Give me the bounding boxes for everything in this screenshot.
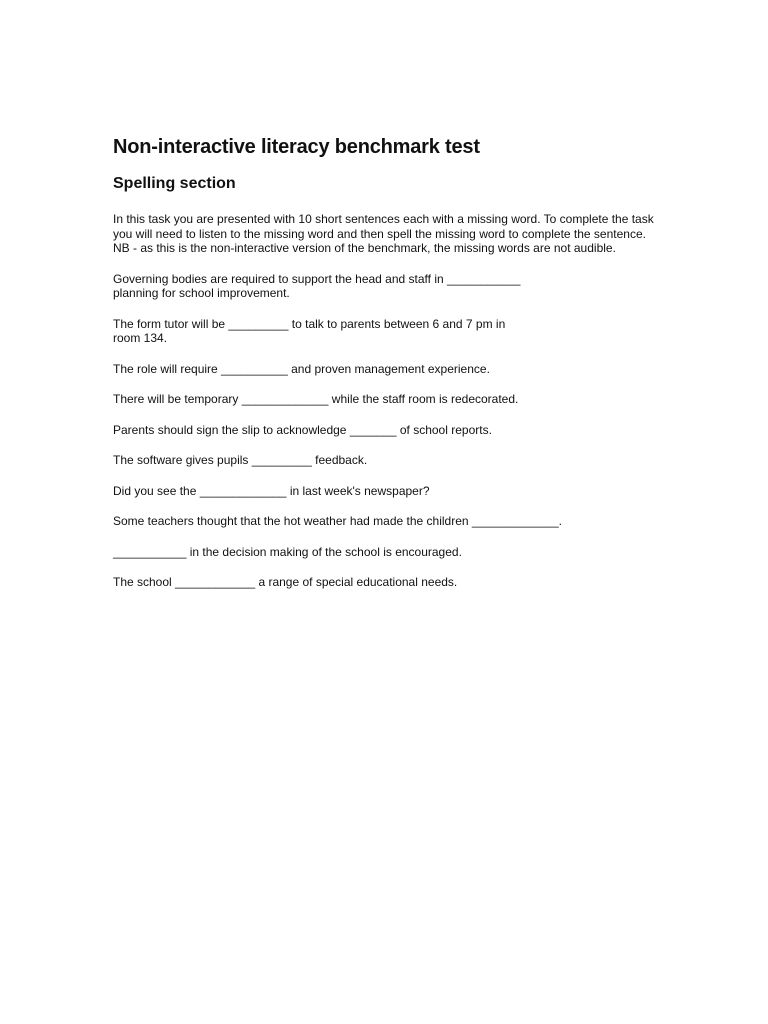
sentence-line: Some teachers thought that the hot weather had made the children _____________. xyxy=(113,514,562,528)
intro-line: In this task you are presented with 10 short sentences each with a missing word. To complete the task xyxy=(113,212,654,226)
sentence-5 xyxy=(113,423,673,438)
sentence-3 xyxy=(113,362,673,377)
sentence-line: Governing bodies are required to support the head and staff in ___________ xyxy=(113,271,521,286)
sentence-line: ___________ in the decision making of the school is encouraged. xyxy=(113,544,462,559)
intro-line: NB - as this is the non-interactive version of the benchmark, the missing words are not audible. xyxy=(113,241,616,255)
sentence-line: The form tutor will be _________ to talk to parents between 6 and 7 pm in xyxy=(113,316,506,331)
sentence-line: planning for school improvement. xyxy=(113,286,290,300)
sentence-list xyxy=(113,272,673,590)
section-title: Spelling section xyxy=(113,175,236,192)
sentence-2 xyxy=(113,317,673,346)
sentence-line: The school ____________ a range of special educational needs. xyxy=(113,575,458,589)
sentence-line: The role will require __________ and proven management experience. xyxy=(113,361,490,376)
page-title: Non-interactive literacy benchmark test xyxy=(113,136,480,158)
intro-line: you will need to listen to the missing word and then spell the missing word to complete the sentence. xyxy=(113,226,646,241)
sentence-line: There will be temporary _____________ while the staff room is redecorated. xyxy=(113,392,519,406)
sentence-10 xyxy=(113,575,673,590)
sentence-1 xyxy=(113,272,673,301)
sentence-8 xyxy=(113,514,673,529)
sentence-line: room 134. xyxy=(113,331,168,345)
sentence-7 xyxy=(113,484,673,499)
sentence-line: Did you see the _____________ in last week's newspaper? xyxy=(113,483,430,498)
document-page xyxy=(113,134,673,590)
sentence-line: Parents should sign the slip to acknowledge _______ of school reports. xyxy=(113,422,492,437)
sentence-4 xyxy=(113,392,673,407)
sentence-9 xyxy=(113,545,673,560)
sentence-line: The software gives pupils _________ feedback. xyxy=(113,453,368,467)
intro-paragraph xyxy=(113,212,673,256)
sentence-6 xyxy=(113,453,673,468)
